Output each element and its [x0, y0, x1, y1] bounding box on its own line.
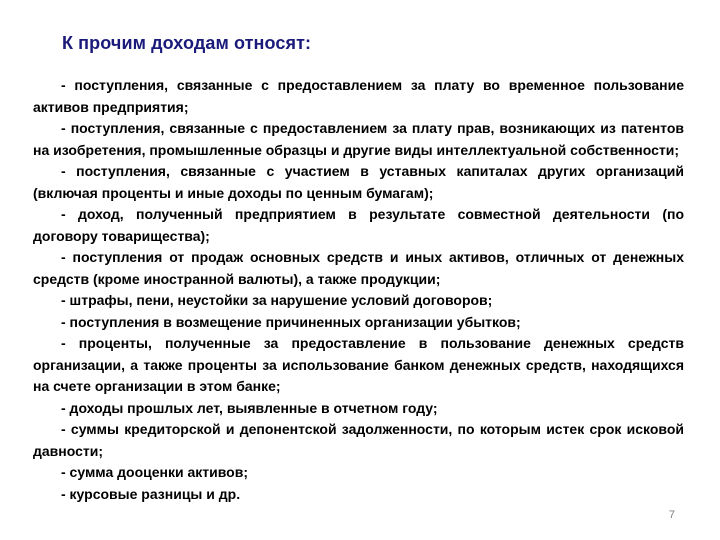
page-number: 7 [668, 509, 675, 521]
list-item: - поступления, связанные с участием в уставных капиталах других организаций (включая проценты и иные доходы по ценным бумагам); [33, 163, 684, 201]
list-item: - поступления, связанные с предоставлением за плату во временное пользование активов предприятия; [33, 77, 684, 115]
list-item: - штрафы, пени, неустойки за нарушение условий договоров; [61, 292, 493, 308]
list-item: - поступления в возмещение причиненных организации убытков; [61, 313, 521, 330]
slide-title: К прочим доходам относят: [62, 33, 312, 53]
list-item: - сумма дооценки активов; [61, 464, 248, 480]
list-item: - курсовые разницы и др. [61, 485, 241, 502]
list-item: - доход, полученный предприятием в результате совместной деятельности (по договору товарищества); [33, 206, 684, 244]
list-item: - поступления от продаж основных средств и иных активов, отличных от денежных средств (кроме иностранной валюты), а также продукции; [33, 249, 684, 287]
list-item: - доходы прошлых лет, выявленные в отчетном году; [61, 399, 438, 416]
list-item: - поступления, связанные с предоставлением за плату прав, возникающих из патентов на изобретения, промышленные образцы и другие виды интеллектуальной собственности; [33, 120, 684, 158]
income-list [33, 75, 684, 505]
list-item: - проценты, полученные за предоставление в пользование денежных средств организации, а также проценты за использование банком денежных средств, находящихся на счете организации в этом банке; [33, 335, 684, 394]
list-item: - суммы кредиторской и депонентской задолженности, по которым истек срок исковой давности; [33, 421, 684, 459]
